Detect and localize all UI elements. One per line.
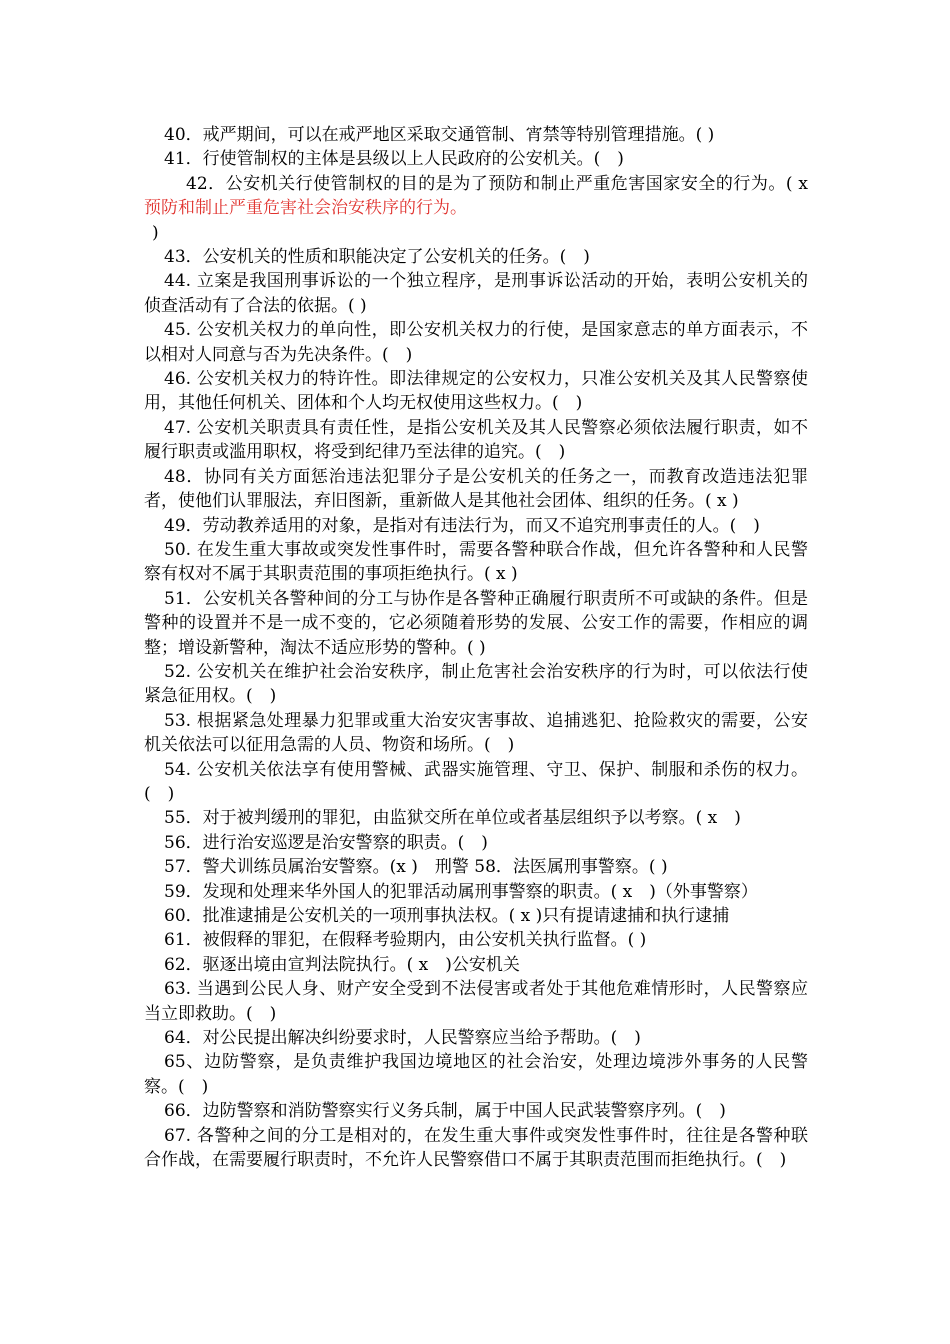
question-49: 49．劳动教养适用的对象，是指对有违法行为，而又不追究刑事责任的人。( ) bbox=[164, 515, 760, 536]
question-45: 45. 公安机关权力的单向性，即公安机关权力的行使，是国家意志的单方面表示，不以相对人同意与否为先决条件。( ) bbox=[144, 320, 808, 365]
question-44: 44. 立案是我国刑事诉讼的一个独立程序，是刑事诉讼活动的开始，表明公安机关的侦查活动有了合法的依据。( ) bbox=[144, 271, 808, 316]
question-list bbox=[144, 123, 808, 1172]
question-47: 47. 公安机关职责具有责任性，是指公安机关及其人民警察必须依法履行职责，如不履行职责或滥用职权，将受到纪律乃至法律的追究。( ) bbox=[144, 417, 808, 463]
question-59: 59．发现和处理来华外国人的犯罪活动属刑事警察的职责。( x )（外事警察） bbox=[164, 881, 758, 902]
question-65: 65、边防警察，是负责维护我国边境地区的社会治安，处理边境涉外事务的人民警察。( ) bbox=[144, 1052, 808, 1097]
question-64: 64．对公民提出解决纠纷要求时，人民警察应当给予帮助。( ) bbox=[164, 1028, 641, 1049]
question-56: 56．进行治安巡逻是治安警察的职责。( ) bbox=[164, 832, 488, 853]
question-57: 57．警犬训练员属治安警察。(x ) 刑警 58．法医属刑事警察。( ) bbox=[164, 857, 668, 878]
question-42-closing: ) bbox=[152, 222, 159, 243]
question-55: 55．对于被判缓刑的罪犯，由监狱交所在单位或者基层组织予以考察。( x ) bbox=[164, 808, 741, 829]
question-42-text: 42．公安机关行使管制权的目的是为了预防和制止严重危害国家安全的行为。( x bbox=[186, 173, 808, 194]
question-46: 46. 公安机关权力的特许性。即法律规定的公安权力，只准公安机关及其人民警察使用，其他任何机关、团体和个人均无权使用这些权力。( ) bbox=[144, 369, 808, 414]
question-63: 63. 当遇到公民人身、财产安全受到不法侵害或者处于其他危难情形时，人民警察应当立即救助。( ) bbox=[144, 979, 808, 1024]
question-52: 52. 公安机关在维护社会治安秩序，制止危害社会治安秩序的行为时，可以依法行使紧急征用权。( ) bbox=[144, 661, 808, 707]
question-67: 67. 各警种之间的分工是相对的，在发生重大事件或突发性事件时，往往是各警种联合作战，在需要履行职责时，不允许人民警察借口不属于其职责范围而拒绝执行。( ) bbox=[144, 1125, 808, 1171]
question-42-correction: 预防和制止严重危害社会治安秩序的行为 bbox=[144, 198, 450, 219]
question-53: 53. 根据紧急处理暴力犯罪或重大治安灾害事故、追捕逃犯、抢险救灾的需要，公安机关依法可以征用急需的人员、物资和场所。( ) bbox=[144, 710, 808, 756]
question-48: 48．协同有关方面惩治违法犯罪分子是公安机关的任务之一，而教育改造违法犯罪者，使他们认罪服法，弃旧图新，重新做人是其他社会团体、组织的任务。( x ) bbox=[144, 466, 808, 512]
question-43: 43．公安机关的性质和职能决定了公安机关的任务。( ) bbox=[164, 247, 590, 268]
question-40: 40．戒严期间，可以在戒严地区采取交通管制、宵禁等特别管理措施。( ) bbox=[164, 125, 715, 145]
question-66: 66．边防警察和消防警察实行义务兵制，属于中国人民武装警察序列。( ) bbox=[164, 1101, 726, 1122]
question-42 bbox=[144, 172, 808, 221]
question-62: 62．驱逐出境由宣判法院执行。( x )公安机关 bbox=[164, 954, 520, 975]
question-41: 41．行使管制权的主体是县级以上人民政府的公安机关。( ) bbox=[164, 149, 624, 170]
question-42-tail: 。 bbox=[450, 198, 467, 219]
question-60: 60．批准逮捕是公安机关的一项刑事执法权。( x )只有提请逮捕和执行逮捕 bbox=[164, 906, 730, 926]
question-54: 54. 公安机关依法享有使用警械、武器实施管理、守卫、保护、制服和杀伤的权力。( ) bbox=[144, 759, 808, 804]
question-61: 61．被假释的罪犯，在假释考验期内，由公安机关执行监督。( ) bbox=[164, 930, 647, 951]
question-51: 51．公安机关各警种间的分工与协作是各警种正确履行职责所不可或缺的条件。但是警种的设置并不是一成不变的，它必须随着形势的发展、公安工作的需要，作相应的调整；增设新警种，淘汰不适应形势的警种。( ) bbox=[144, 588, 808, 658]
question-50: 50. 在发生重大事故或突发性事件时，需要各警种联合作战，但允许各警种和人民警察有权对不属于其职责范围的事项拒绝执行。( x ) bbox=[144, 539, 808, 585]
